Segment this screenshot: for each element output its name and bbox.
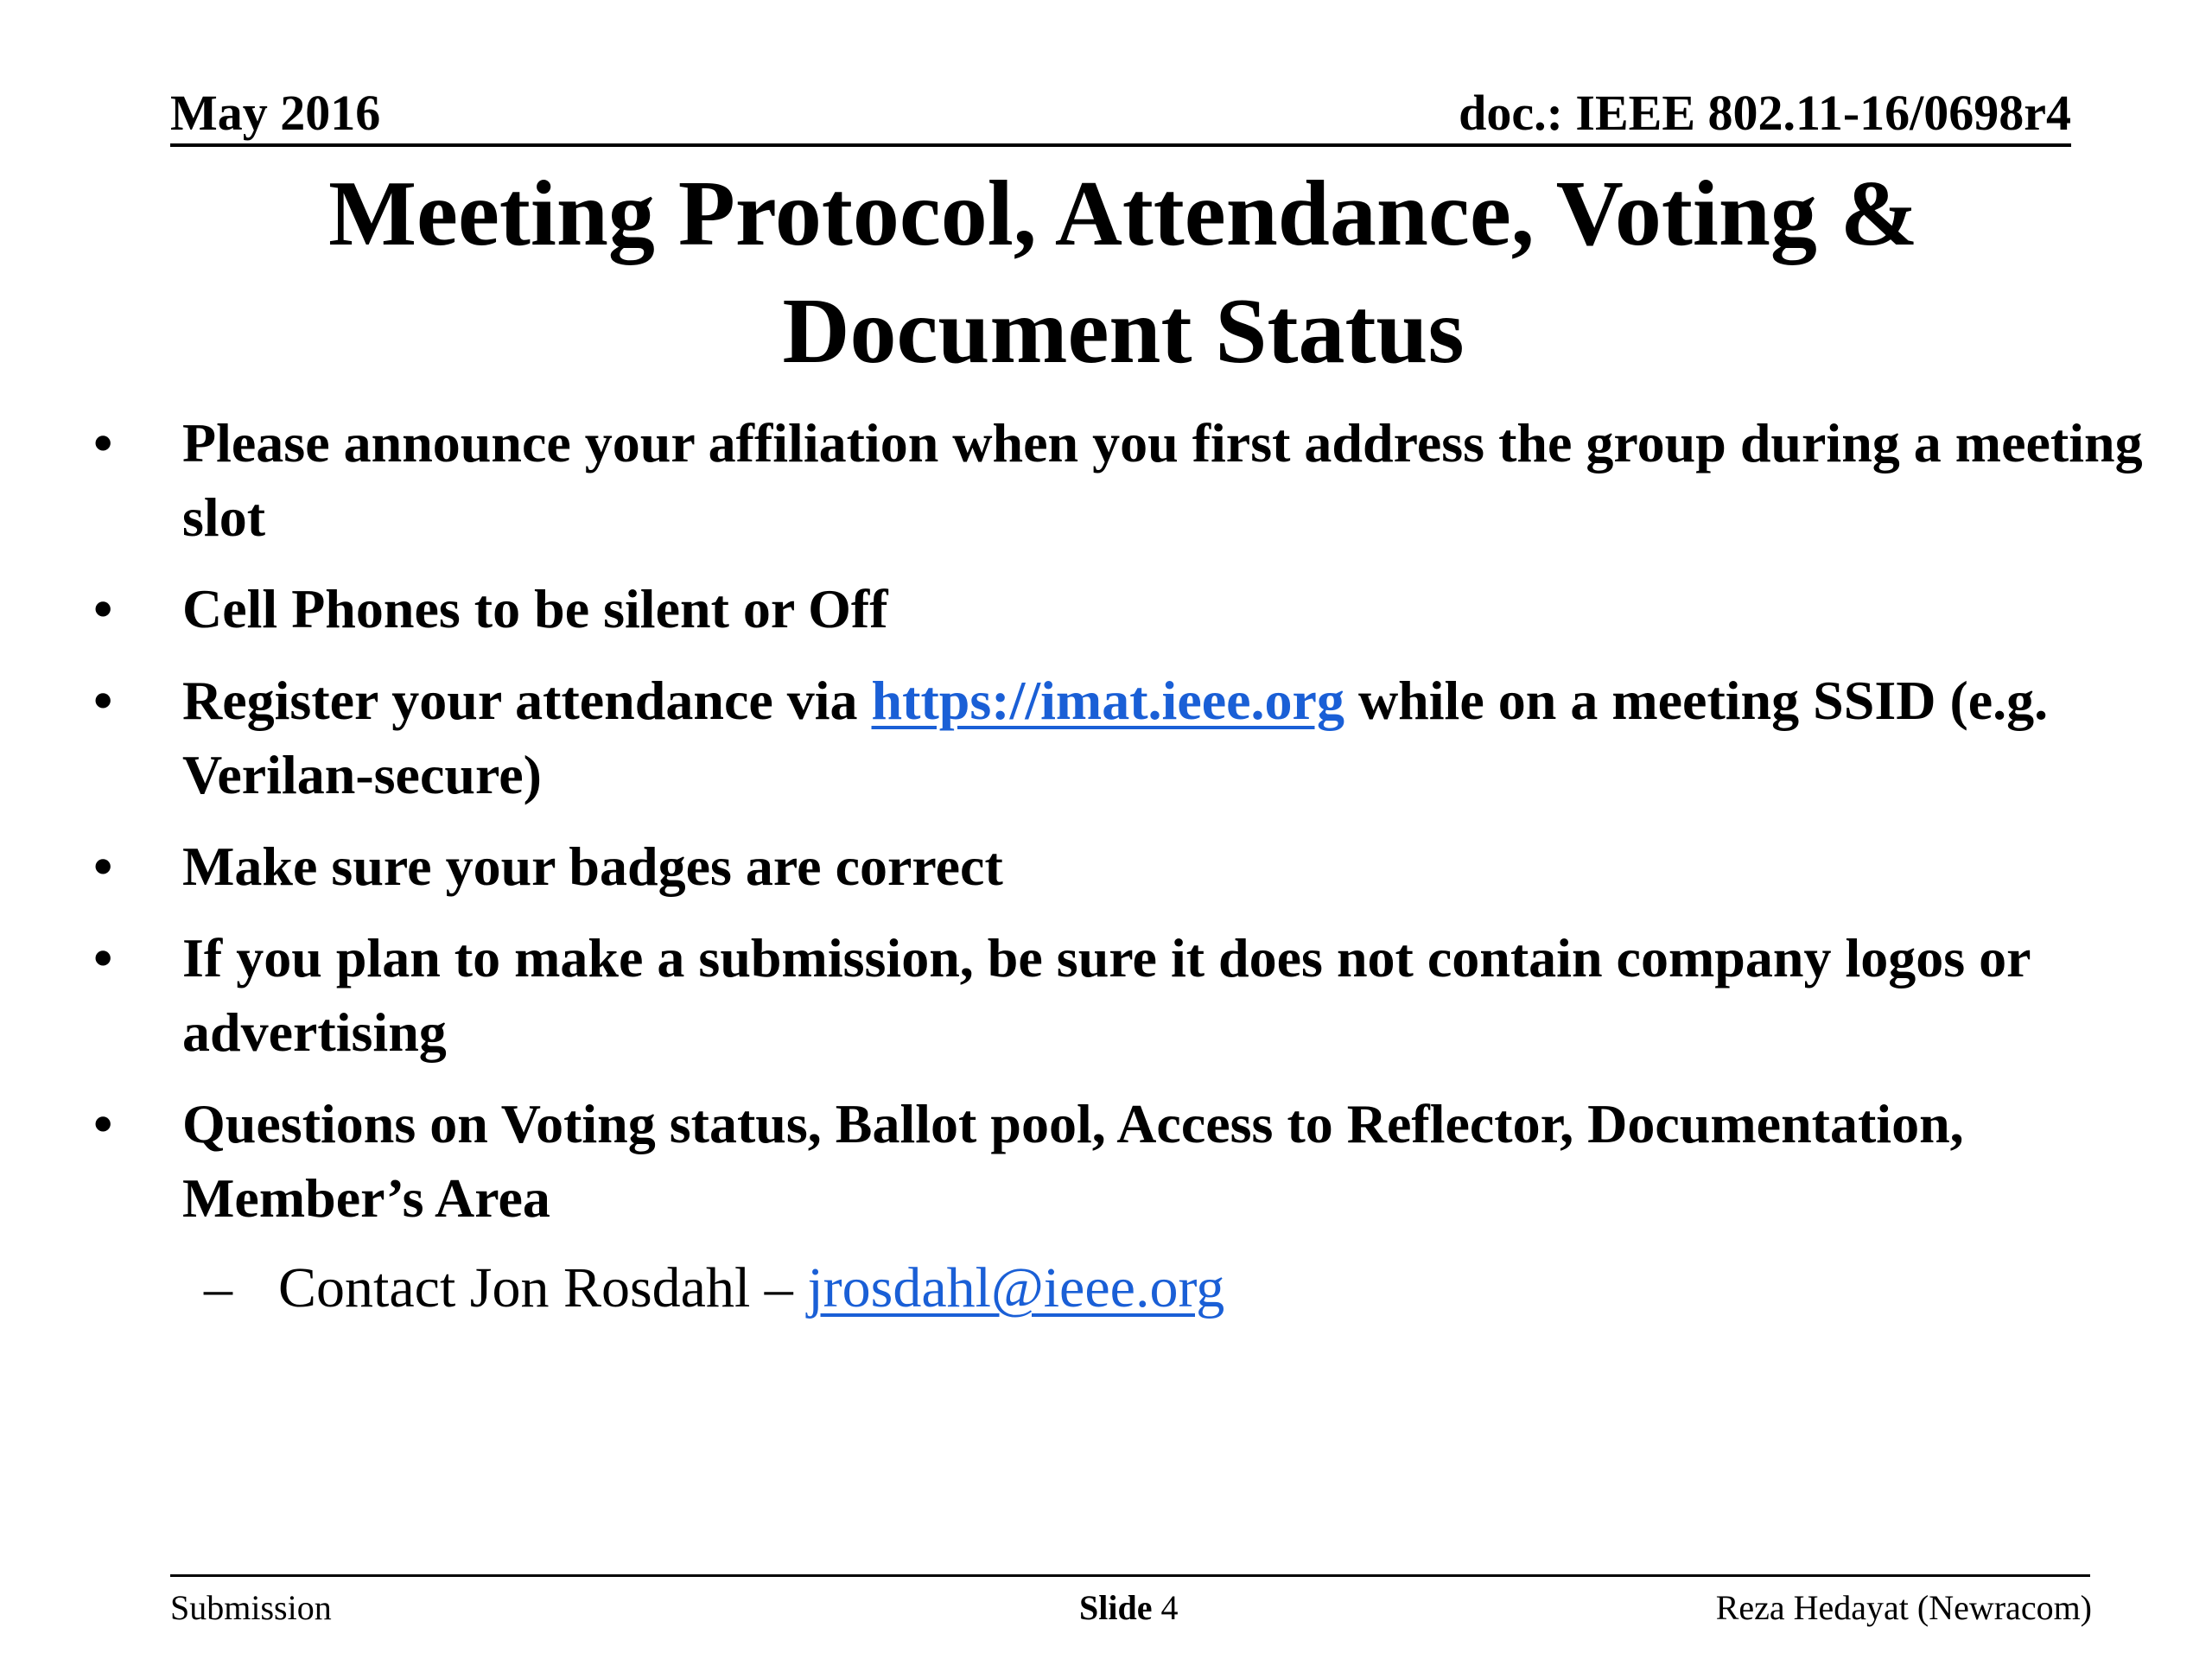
bullet-item-register-attendance (0, 664, 2212, 812)
bullet-text: Questions on Voting status, Ballot pool, Access to Reflector, Documentation, Member’s Area (182, 1093, 1964, 1229)
slide-number: 4 (1160, 1588, 1179, 1627)
bullet-text: Make sure your badges are correct (182, 836, 1003, 897)
sub-item-contact (0, 1251, 2212, 1325)
header-doc-id: doc.: IEEE 802.11-16/0698r4 (1459, 85, 2071, 141)
bullet-icon: • (93, 578, 113, 639)
email-link[interactable]: jrosdahl@ieee.org (807, 1256, 1225, 1319)
slide-header (170, 86, 2071, 147)
bullet-icon: • (93, 836, 113, 897)
bullet-icon: • (93, 1093, 113, 1154)
dash-icon: – (204, 1256, 232, 1319)
slide-footer (170, 1574, 2090, 1629)
slide-label: Slide (1079, 1588, 1153, 1627)
bullet-text-prefix: Register your attendance via (182, 670, 872, 731)
bullet-text: Cell Phones to be silent or Off (182, 578, 888, 639)
slide-title-line-2: Document Status (782, 280, 1465, 383)
bullet-text-suffix: while on a meeting SSID (e.g. Verilan-secure) (182, 670, 2049, 805)
slide-title (173, 156, 2074, 391)
bullet-icon: • (93, 412, 113, 474)
bullet-item-badges (0, 830, 2212, 904)
bullet-item-affiliation (0, 406, 2212, 555)
slide-title-line-1: Meeting Protocol, Attendance, Voting & (328, 162, 1918, 265)
header-date: May 2016 (170, 85, 381, 141)
bullet-text: If you plan to make a submission, be sure it does not contain company logos or advertising (182, 927, 2031, 1063)
sub-item-text: Contact Jon Rosdahl – (278, 1256, 808, 1319)
bullet-text: Please announce your affiliation when you first address the group during a meeting slot (182, 412, 2143, 548)
bullet-list (0, 406, 2212, 1325)
bullet-icon: • (93, 670, 113, 731)
footer-slide-number (1079, 1584, 1178, 1632)
footer-submission: Submission (170, 1588, 332, 1627)
bullet-icon: • (93, 927, 113, 988)
imat-link[interactable]: https://imat.ieee.org (871, 670, 1344, 731)
bullet-item-questions (0, 1087, 2212, 1236)
bullet-item-submission (0, 921, 2212, 1070)
bullet-item-cell-phones (0, 572, 2212, 646)
footer-author: Reza Hedayat (Newracom) (1715, 1588, 2092, 1627)
